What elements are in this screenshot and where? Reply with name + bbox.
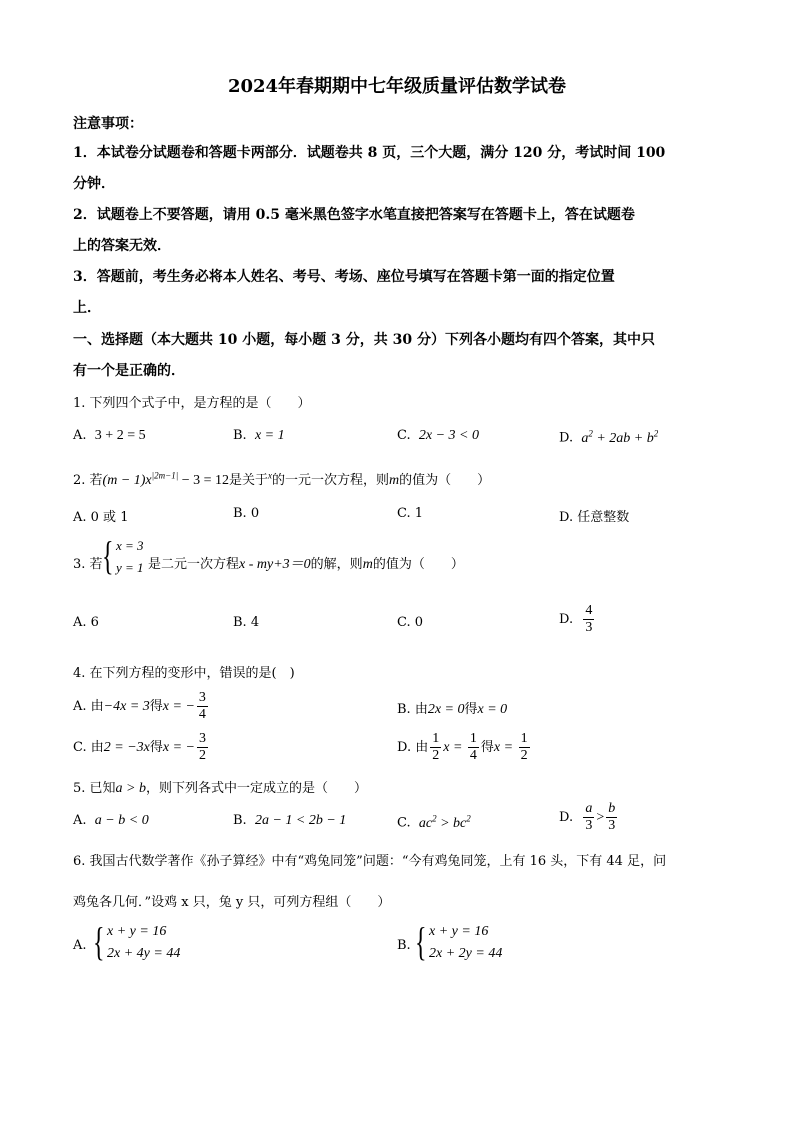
numerator: a: [585, 801, 593, 816]
equation: 2 = −3x: [103, 740, 150, 755]
denominator: 2: [432, 748, 440, 763]
option-label: A.: [73, 813, 87, 828]
option-expression: 3 + 2 = 5: [94, 428, 146, 443]
equation: 2x = 0: [427, 702, 465, 717]
system-line-1: x + y = 16: [429, 924, 489, 939]
numerator: 3: [198, 731, 206, 746]
stem-text: 的值为（ ）: [372, 557, 464, 572]
system-line-1: x + y = 16: [107, 924, 167, 939]
fraction: [468, 731, 479, 764]
option-expression: a − b < 0: [94, 813, 149, 828]
option-label: A.: [73, 428, 87, 443]
result: x =: [493, 740, 517, 755]
equation: x =: [443, 740, 466, 755]
exponent: 2: [588, 428, 593, 438]
note-1-line-1: 1．本试卷分试题卷和答题卡两部分．试题卷共 8 页，三个大题，满分 120 分，考试时间 100: [73, 145, 666, 161]
q1-option-d: [559, 428, 658, 447]
question-1-stem: 1. 下列四个式子中，是方程的是（ ）: [73, 396, 311, 411]
option-label: D.: [559, 430, 574, 446]
connector: 得: [480, 740, 494, 755]
comparison: >: [596, 810, 605, 825]
q2-option-d: D. 任意整数: [559, 510, 630, 525]
question-4-stem: 4. 在下列方程的变形中，错误的是( ): [73, 666, 295, 681]
q1-option-a: [73, 428, 146, 444]
result: x = −: [162, 699, 195, 714]
numerator: 1: [432, 731, 440, 746]
exponent: 2: [653, 428, 659, 438]
fraction: [430, 731, 441, 764]
note-3-line-2: 上．: [73, 300, 101, 316]
q6-option-b-system: [415, 919, 535, 968]
stem-text: 5. 已知: [73, 781, 116, 796]
notes-heading: 注意事项：: [73, 116, 143, 132]
stem-text: 的解，则: [310, 557, 363, 572]
q5-option-d: [559, 801, 619, 834]
fraction: [583, 801, 594, 834]
exponent: |2m−1|: [151, 470, 179, 481]
option-label: D. 由: [397, 740, 429, 755]
option-label: A. 由: [73, 699, 104, 714]
numerator: 3: [198, 690, 206, 705]
denominator: 2: [520, 748, 528, 763]
question-3-stem: [148, 553, 464, 573]
option-label: D.: [559, 810, 574, 825]
expr-part: a: [581, 430, 589, 446]
brace-icon: {: [415, 919, 427, 964]
q3-option-c: C. 0: [397, 615, 424, 630]
q3-solution-system: [102, 533, 152, 582]
q3-option-a: A. 6: [73, 615, 99, 630]
note-3-line-1: 3．答题前，考生务必将本人姓名、考号、考场、座位号填写在答题卡第一面的指定位置: [73, 269, 615, 285]
q1-option-b: [233, 428, 285, 444]
note-2-line-1: 2．试题卷上不要答题，请用 0.5 毫米黑色签字水笔直接把答案写在答题卡上，答在试题卷: [73, 207, 635, 223]
numerator: 1: [520, 731, 528, 746]
note-2-line-2: 上的答案无效．: [73, 238, 171, 254]
option-label: C.: [397, 815, 411, 831]
system-line-1: x = 3: [116, 538, 144, 553]
fraction: [519, 731, 530, 764]
q6-option-a-system: [93, 919, 213, 968]
condition: a > b: [115, 781, 146, 796]
q1-option-c: [397, 428, 479, 444]
brace-icon: {: [93, 919, 105, 964]
equation: x - my+3＝0: [239, 557, 311, 572]
denominator: 2: [198, 748, 206, 763]
system-line-2: 2x + 2y = 44: [429, 946, 503, 961]
stem-text: 2. 若: [73, 473, 103, 488]
connector: 得: [464, 702, 478, 717]
numerator: 4: [585, 603, 593, 618]
connector: 得: [149, 699, 163, 714]
option-expression: 2x − 3 < 0: [418, 428, 479, 443]
denominator: 3: [585, 620, 593, 635]
expr-part: > bc: [436, 815, 467, 831]
q6-option-a-label: A.: [73, 938, 87, 953]
fraction: [583, 603, 594, 636]
variable: x: [268, 470, 272, 481]
result: x = −: [162, 740, 195, 755]
fraction: [197, 731, 208, 764]
system-line-2: 2x + 4y = 44: [107, 946, 181, 961]
connector: 得: [149, 740, 163, 755]
expr-part: (m − 1)x: [102, 473, 152, 488]
exam-title: 2024年春期期中七年级质量评估数学试卷: [227, 76, 567, 97]
q4-option-c: [73, 731, 210, 764]
q2-option-a: A. 0 或 1: [73, 510, 129, 525]
equation: −4x = 3: [103, 699, 150, 714]
option-expression: 2a − 1 < 2b − 1: [254, 813, 347, 828]
stem-text: 是关于: [228, 473, 268, 488]
variable: m: [389, 473, 400, 488]
q5-option-c: [397, 813, 471, 832]
option-label: D.: [559, 612, 574, 627]
question-5-stem: [73, 777, 367, 797]
q4-option-a: [73, 690, 210, 723]
exponent: 2: [432, 813, 437, 823]
stem-text: ，则下列各式中一定成立的是（ ）: [146, 781, 368, 796]
system-line-2: y = 1: [116, 560, 144, 575]
question-3-prefix: 3. 若: [73, 557, 103, 572]
denominator: 4: [198, 707, 206, 722]
brace-icon: {: [102, 533, 114, 578]
numerator: 1: [469, 731, 477, 746]
option-expression: x = 1: [254, 428, 285, 443]
stem-text: 的一元一次方程，则: [272, 473, 390, 488]
numerator: b: [608, 801, 616, 816]
option-label: B.: [233, 428, 247, 443]
section-1-heading-line-1: 一、选择题（本大题共 10 小题，每小题 3 分，共 30 分）下列各小题均有四个答案，其中只: [73, 332, 655, 348]
question-6-line-1: 6. 我国古代数学著作《孙子算经》中有“鸡兔同笼”问题：“今有鸡兔同笼，上有 16 头，下有 44 足，问: [73, 854, 667, 869]
option-label: B.: [233, 813, 247, 828]
variable: m: [362, 557, 373, 572]
expr-part: − 3 = 12: [178, 473, 229, 488]
q6-option-b-label: B.: [397, 938, 411, 953]
section-1-heading-line-2: 有一个是正确的．: [73, 363, 185, 379]
q4-option-b: [397, 698, 507, 718]
q3-option-d: [559, 603, 596, 636]
exponent: 2: [466, 813, 471, 823]
expr-part: + 2ab + b: [592, 430, 654, 446]
fraction: [606, 801, 617, 834]
stem-text: 是二元一次方程: [148, 557, 240, 572]
stem-text: 的值为（ ）: [399, 473, 491, 488]
q2-option-b: B. 0: [233, 506, 260, 521]
q3-option-b: B. 4: [233, 615, 260, 630]
question-2-stem: [73, 469, 490, 489]
q5-option-a: [73, 813, 149, 829]
denominator: 4: [469, 748, 477, 763]
option-label: C.: [397, 428, 411, 443]
q5-option-b: [233, 813, 346, 829]
expr-part: ac: [418, 815, 433, 831]
result: x = 0: [477, 702, 508, 717]
option-label: C. 由: [73, 740, 104, 755]
fraction: [197, 690, 208, 723]
note-1-line-2: 分钟．: [73, 176, 115, 192]
q4-option-d: [397, 731, 532, 764]
denominator: 3: [585, 818, 593, 833]
option-label: B. 由: [397, 702, 428, 717]
denominator: 3: [608, 818, 616, 833]
q2-option-c: C. 1: [397, 506, 424, 521]
question-6-line-2: 鸡兔各几何．”设鸡 x 只，兔 y 只，可列方程组（ ）: [73, 895, 391, 910]
